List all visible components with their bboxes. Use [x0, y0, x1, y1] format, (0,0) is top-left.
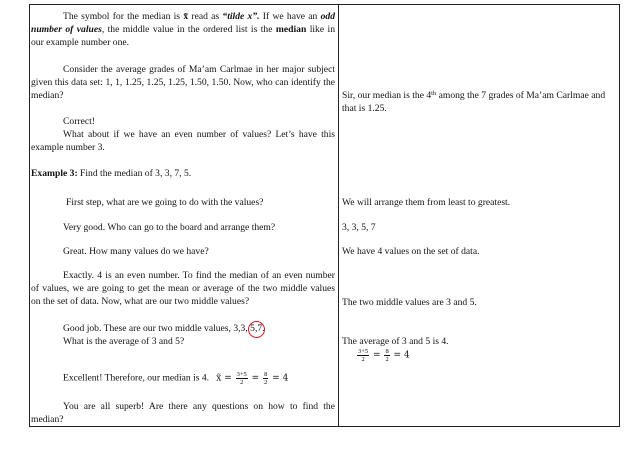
para-even-method-line1: Exactly. 4 is an even number. To find the median of an even number: [63, 270, 335, 281]
para-grades-line1: Consider the average grades of Ma’am Carlmae in her major subject: [63, 64, 335, 75]
superb-line1: You are all superb! Are there any questions on how to find the: [63, 401, 335, 412]
para-grades-line2: given this data set: 1, 1, 1.25, 1.25, 1.25, 1.50, 1.50. Now, who can identify the: [31, 77, 335, 88]
superb-line2: median?: [31, 414, 64, 425]
step-arrange: Very good. Who can go to the board and arrange them?: [63, 222, 276, 233]
answer-sorted-values: 3, 3, 5, 7: [342, 222, 376, 233]
good-job-line: Good job. These are our two middle values, 3,3, 5,7.: [63, 323, 265, 334]
answer-average: The average of 3 and 5 is 4.: [342, 336, 449, 347]
para-even-method-line2: of values, we are going to get the mean or average of the two middle values: [31, 283, 335, 294]
answer-median-line1: Sir, our median is the 4th among the 7 grades of Ma’am Carlmae and: [342, 90, 606, 101]
step-count: Great. How many values do we have?: [63, 246, 209, 257]
average-question: What is the average of 3 and 5?: [63, 336, 185, 347]
answer-middle-values: The two middle values are 3 and 5.: [342, 297, 477, 308]
para-even-method-line3: on the set of data. Now, what are our two middle values?: [31, 296, 250, 307]
para-median-symbol-line3: our example number one.: [31, 37, 130, 48]
column-divider: [338, 4, 339, 427]
answer-median-line2: that is 1.25.: [342, 103, 387, 114]
excellent-line: Excellent! Therefore, our median is 4. x̃ = $\frac{3+5}{2}$ = $\frac{8}{2}$ = 4: [63, 371, 289, 386]
answer-count: We have 4 values on the set of data.: [342, 246, 480, 257]
step-first: First step, what are we going to do with the values?: [66, 197, 264, 208]
para-even-line2: example number 3.: [31, 142, 105, 153]
para-median-symbol-line2: number of values, the middle value in the ordered list is the median like in: [31, 24, 335, 35]
example-3-heading: Example 3: Find the median of 3, 3, 7, 5.: [31, 168, 192, 179]
para-grades-line3: median?: [31, 90, 64, 101]
para-even-line1: What about if we have an even number of values? Let’s have this: [63, 129, 335, 140]
answer-arrange: We will arrange them from least to greatest.: [342, 197, 511, 208]
answer-average-equation: $\frac{3+5}{2}$ = $\frac{8}{2}$ = 4: [358, 348, 410, 363]
para-median-symbol-line1: The symbol for the median is x̃ read as “tilde x”. If we have an odd: [63, 11, 335, 22]
middle-values-circle: [248, 321, 265, 338]
para-correct: Correct!: [63, 116, 95, 127]
